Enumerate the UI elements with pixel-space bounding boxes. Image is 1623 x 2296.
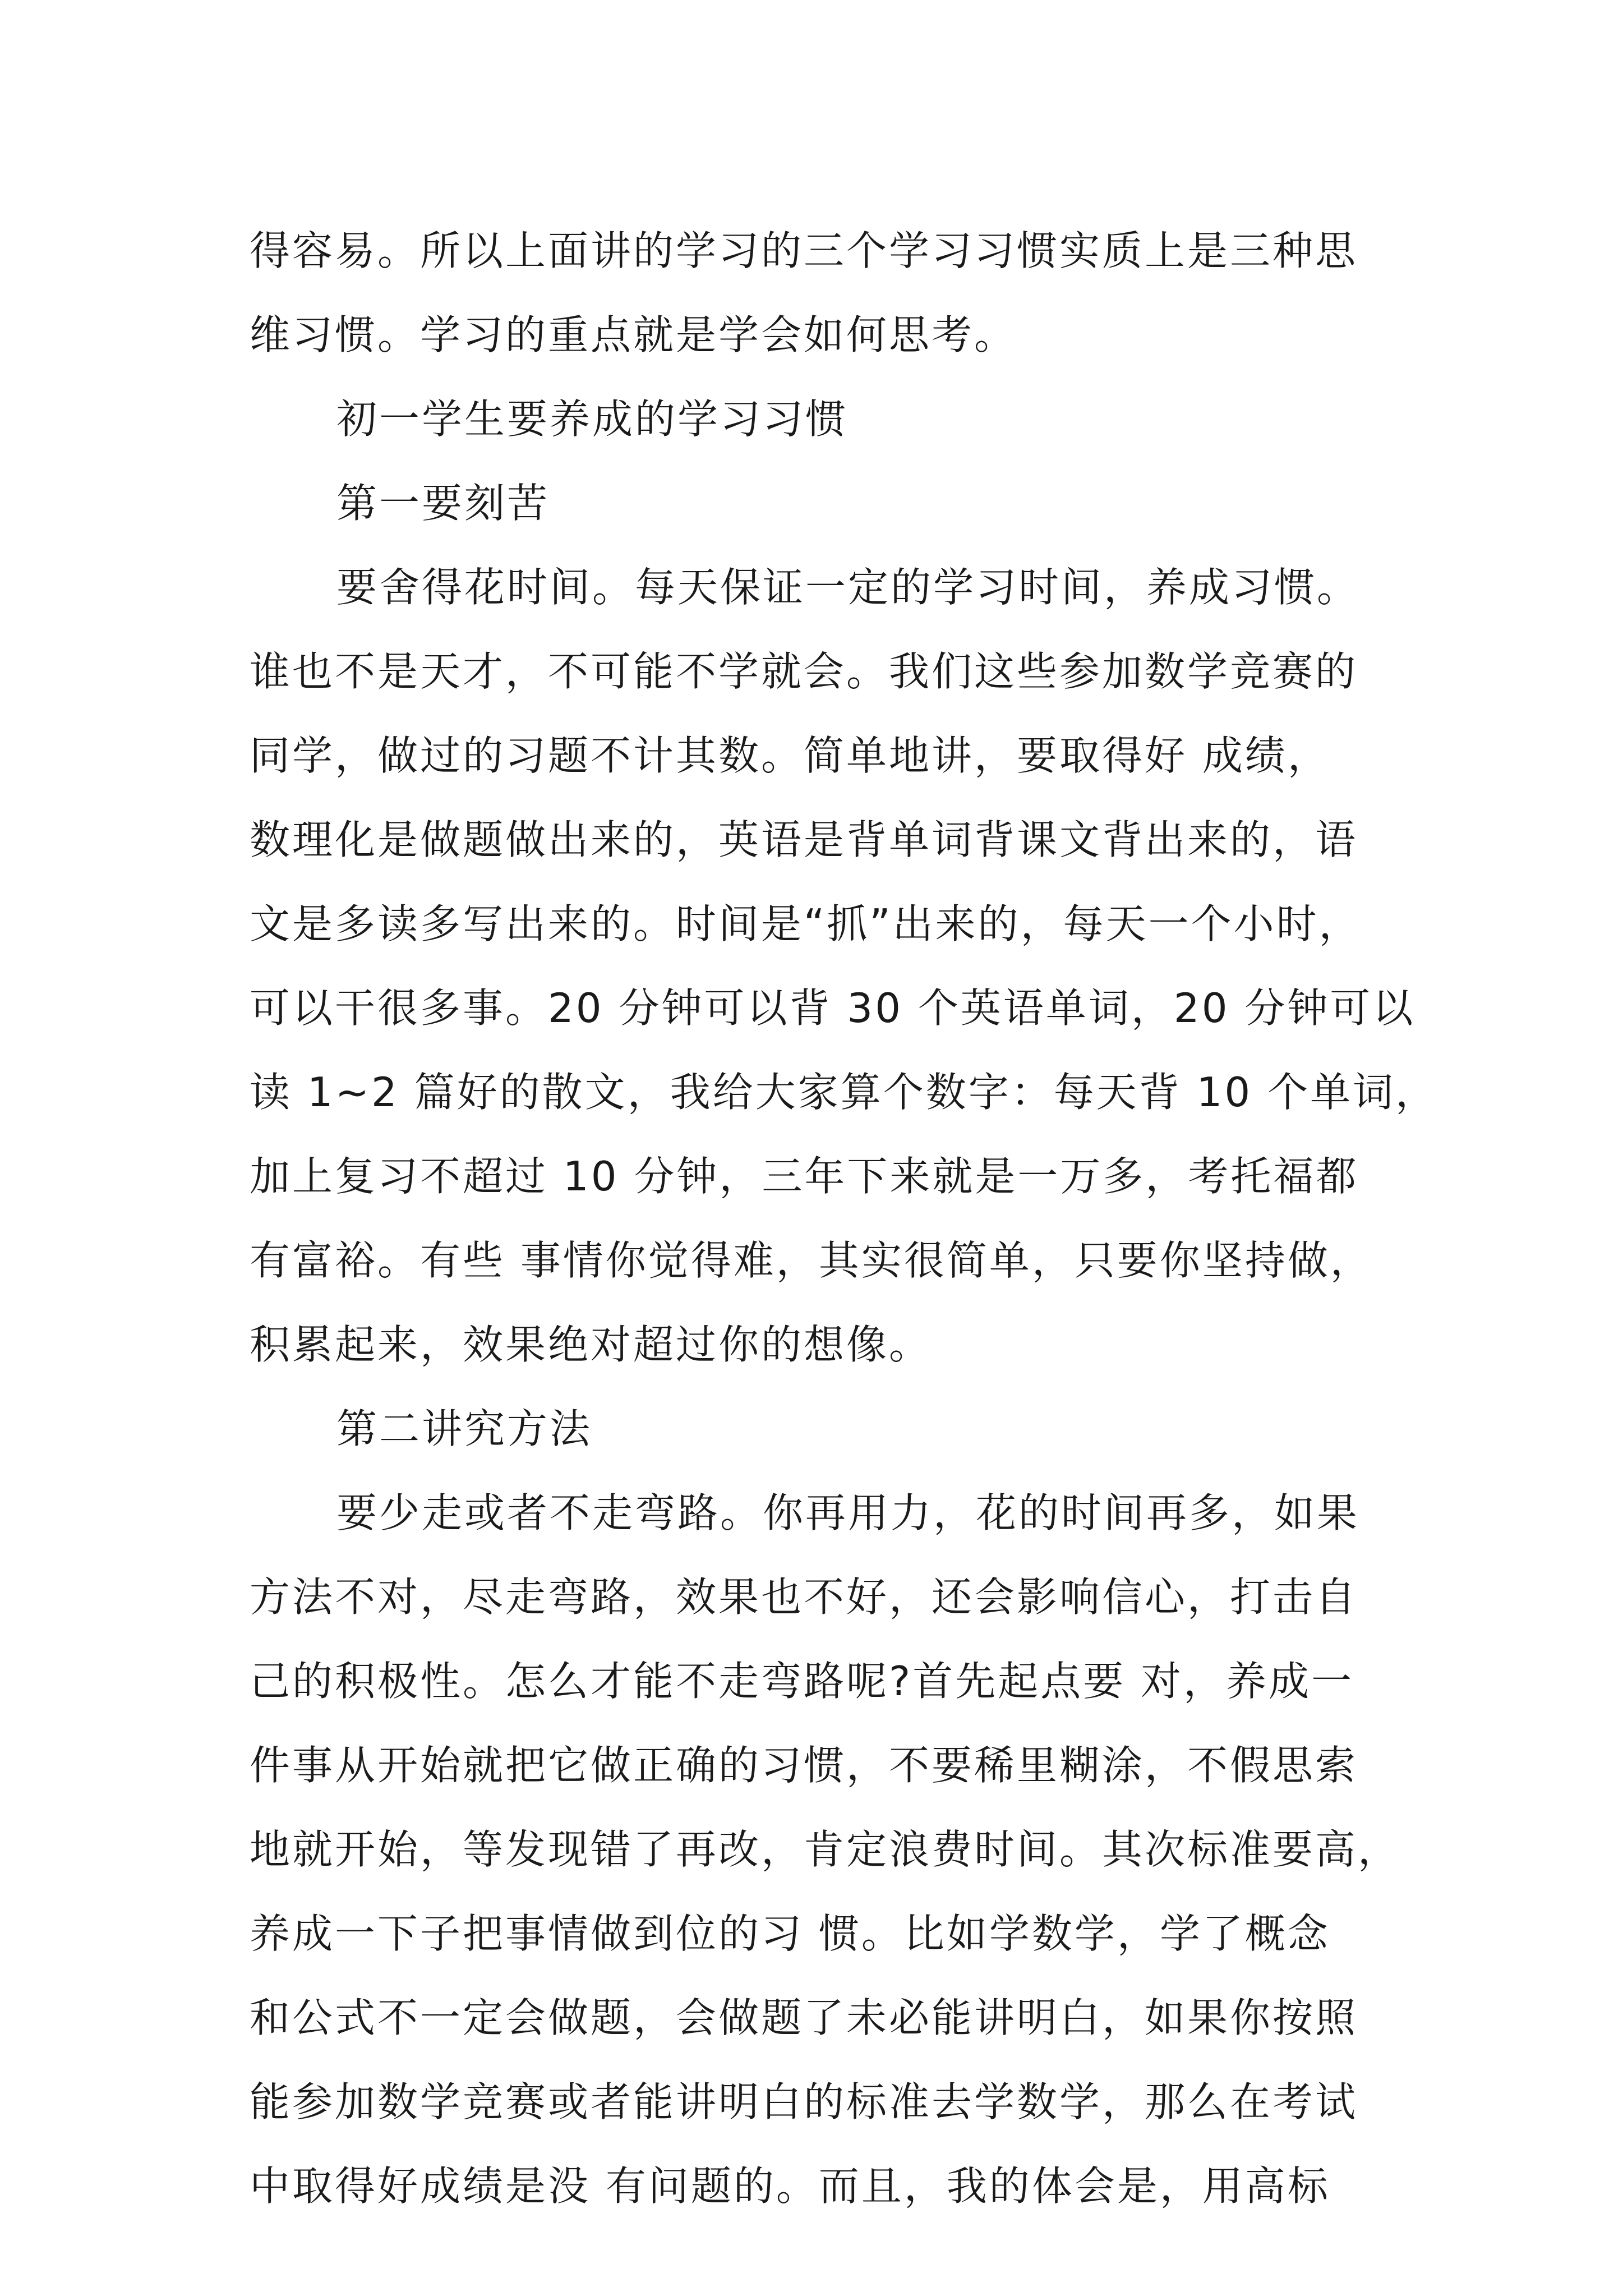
text-line: 方法不对，尽走弯路，效果也不好，还会影响信心，打击自: [250, 1573, 1358, 1621]
text-line: 地就开始，等发现错了再改，肯定浪费时间。其次标准要高，: [250, 1826, 1401, 1873]
text-line: 养成一下子把事情做到位的习 惯。比如学数学，学了概念: [250, 1910, 1330, 1957]
text-line: 中取得好成绩是没 有问题的。而且，我的体会是，用高标: [250, 2162, 1330, 2210]
text-line: 件事从开始就把它做正确的习惯，不要稀里糊涂，不假思索: [250, 1742, 1358, 1789]
paragraph-start: 要少走或者不走弯路。你再用力，花的时间再多，如果: [336, 1489, 1360, 1536]
paragraph-start: 要舍得花时间。每天保证一定的学习时间，养成习惯。: [336, 564, 1360, 611]
text-line: 积累起来，效果绝对超过你的想像。: [250, 1321, 932, 1368]
text-line: 同学，做过的习题不计其数。简单地讲，要取得好 成绩，: [250, 732, 1330, 779]
section-heading: 初一学生要养成的学习习惯: [336, 395, 849, 443]
text-line: 得容易。所以上面讲的学习的三个学习习惯实质上是三种思: [250, 227, 1358, 274]
text-line: 数理化是做题做出来的，英语是背单词背课文背出来的，语: [250, 816, 1358, 863]
section-heading: 第一要刻苦: [336, 480, 550, 527]
text-line: 有富裕。有些 事情你觉得难，其实很简单，只要你坚持做，: [250, 1237, 1373, 1284]
document-body: [250, 209, 1438, 2228]
text-line: 文是多读多写出来的。时间是“抓”出来的，每天一个小时，: [250, 900, 1362, 947]
text-line: 和公式不一定会做题，会做题了未必能讲明白，如果你按照: [250, 1994, 1358, 2041]
text-line: 己的积极性。怎么才能不走弯路呢?首先起点要 对，养成一: [250, 1658, 1354, 1705]
text-line: 加上复习不超过 10 分钟，三年下来就是一万多，考托福都: [250, 1153, 1359, 1200]
text-line: 能参加数学竞赛或者能讲明白的标准去学数学，那么在考试: [250, 2078, 1358, 2125]
text-line: 维习惯。学习的重点就是学会如何思考。: [250, 311, 1017, 358]
text-line: 谁也不是天才，不可能不学就会。我们这些参加数学竞赛的: [250, 648, 1358, 695]
text-line: 可以干很多事。20 分钟可以背 30 个英语单词，20 分钟可以: [250, 984, 1415, 1032]
section-heading: 第二讲究方法: [336, 1405, 593, 1452]
text-line: 读 1~2 篇好的散文，我给大家算个数字：每天背 10 个单词，: [250, 1069, 1438, 1116]
